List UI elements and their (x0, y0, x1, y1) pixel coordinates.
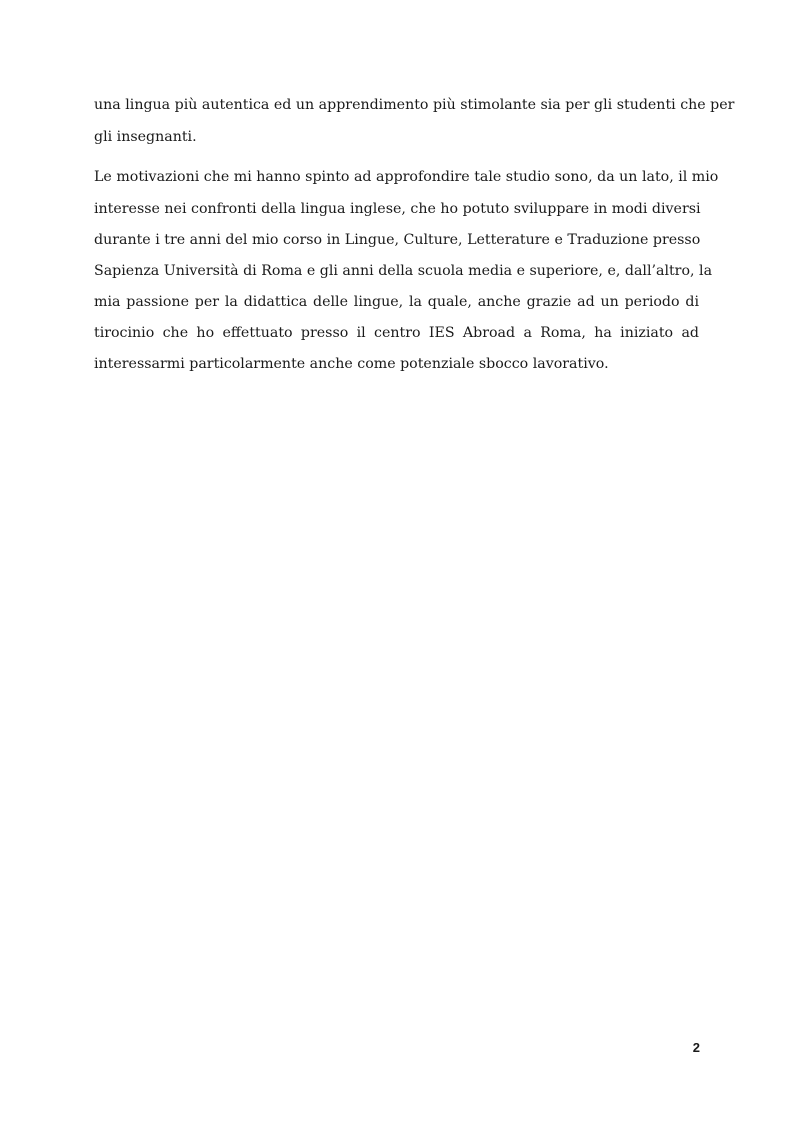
text-line: interesse nei confronti della lingua inglese, che ho potuto sviluppare in modi diversi (94, 201, 701, 217)
text-line: tirocinio che ho effettuato presso il centro IES Abroad a Roma, ha iniziato ad (94, 325, 699, 341)
text-line: Le motivazioni che mi hanno spinto ad approfondire tale studio sono, da un lato, il mio (94, 169, 719, 185)
text-line: Sapienza Università di Roma e gli anni della scuola media e superiore, e, dall’altro, la (94, 263, 713, 279)
text-line: gli insegnanti. (94, 129, 197, 145)
page-number: 2 (692, 1040, 700, 1055)
text-line: mia passione per la didattica delle lingue, la quale, anche grazie ad un periodo di (94, 294, 699, 310)
text-line: durante i tre anni del mio corso in Lingue, Culture, Letterature e Traduzione presso (94, 232, 701, 248)
text-line: interessarmi particolarmente anche come potenziale sbocco lavorativo. (94, 356, 609, 372)
text-line: una lingua più autentica ed un apprendimento più stimolante sia per gli studenti che per (94, 97, 735, 113)
